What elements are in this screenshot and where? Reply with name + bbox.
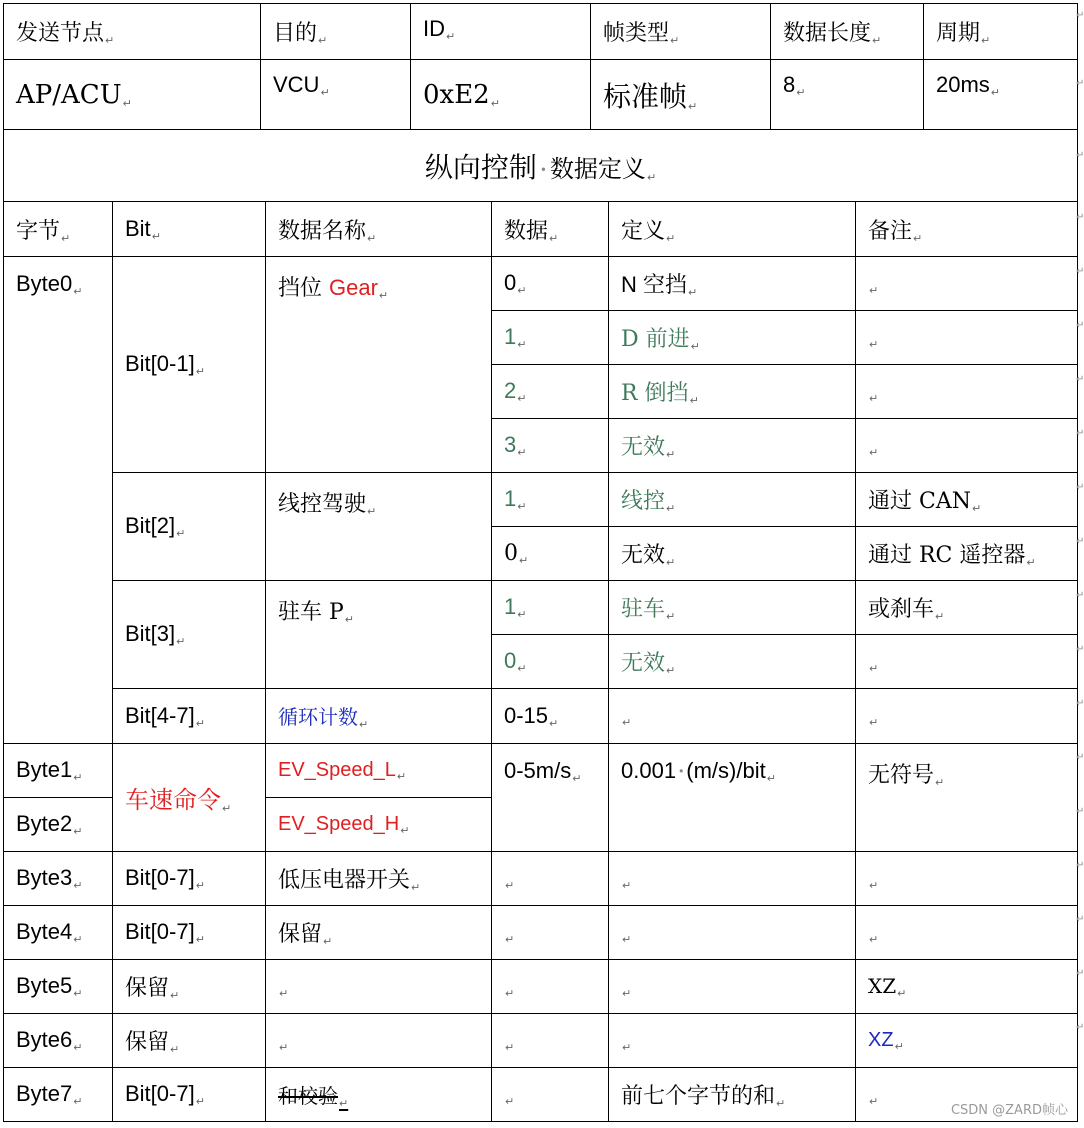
header-label-target: 目的↵ bbox=[261, 4, 411, 60]
bit-cell-counter: Bit[4-7]↵ bbox=[113, 689, 266, 744]
byte-cell: Byte4↵ bbox=[4, 906, 113, 960]
name-cell: ↵ bbox=[266, 960, 492, 1014]
column-header-data: 数据↵ bbox=[492, 202, 609, 257]
note-cell: ↵ bbox=[856, 311, 1078, 365]
def-cell: ↵ bbox=[609, 960, 856, 1014]
bit-cell: Bit[0-7]↵ bbox=[113, 852, 266, 906]
table-row bbox=[4, 744, 1078, 798]
name-cell: 低压电器开关↵ bbox=[266, 852, 492, 906]
note-cell: 通过 RC 遥控器↵ bbox=[856, 527, 1078, 581]
def-cell: 驻车↵ bbox=[609, 581, 856, 635]
note-cell: ↵ bbox=[856, 419, 1078, 473]
bit-cell: 保留↵ bbox=[113, 1014, 266, 1068]
header-value-sender: AP/ACU↵ bbox=[4, 60, 261, 130]
data-cell: 1↵ bbox=[492, 311, 609, 365]
header-value-data-length: 8↵ bbox=[771, 60, 924, 130]
note-cell: $XZ_↵$ bbox=[856, 960, 1078, 1014]
note-cell: ↵ bbox=[856, 365, 1078, 419]
bit-cell: 保留↵ bbox=[113, 960, 266, 1014]
table-row bbox=[4, 906, 1078, 960]
table-row bbox=[4, 852, 1078, 906]
bit-cell-speed-command: 车速命令↵ bbox=[113, 744, 266, 852]
data-cell: 3↵ bbox=[492, 419, 609, 473]
def-cell: 无效↵ bbox=[609, 527, 856, 581]
bit-cell: Bit[0-7]↵ bbox=[113, 906, 266, 960]
header-value-period: 20ms↵ bbox=[924, 60, 1078, 130]
bit-cell: Bit[0-7]↵ bbox=[113, 1068, 266, 1122]
def-cell: 前七个字节的和↵ bbox=[609, 1068, 856, 1122]
header-label-row bbox=[4, 4, 1078, 60]
table-row bbox=[4, 1068, 1078, 1122]
data-cell: 2↵ bbox=[492, 365, 609, 419]
name-cell-speed-low: $EV\_Speed\_L_↵$ bbox=[266, 744, 492, 798]
note-cell: ↵ bbox=[856, 1068, 1078, 1122]
column-header-name: 数据名称↵ bbox=[266, 202, 492, 257]
def-cell: ↵ bbox=[609, 906, 856, 960]
note-cell: ↵ bbox=[856, 852, 1078, 906]
def-cell: ↵ bbox=[609, 852, 856, 906]
note-cell: ↵ bbox=[856, 906, 1078, 960]
bit-cell-park: Bit[3]↵ bbox=[113, 581, 266, 689]
data-cell: 0-15↵ bbox=[492, 689, 609, 744]
bit-cell-drive: Bit[2]↵ bbox=[113, 473, 266, 581]
column-header-row bbox=[4, 202, 1078, 257]
def-cell: D 前进↵ bbox=[609, 311, 856, 365]
frame-header-table bbox=[3, 3, 1078, 202]
watermark: CSDN @ZARD帧心 bbox=[950, 1103, 1068, 1118]
data-definition-table bbox=[3, 201, 1078, 1122]
data-cell: 1↵ bbox=[492, 473, 609, 527]
data-cell: ↵ bbox=[492, 906, 609, 960]
data-cell-speed: 0-5m/s↵ bbox=[492, 744, 609, 852]
def-cell: ↵ bbox=[609, 689, 856, 744]
data-cell: ↵ bbox=[492, 1014, 609, 1068]
table-row bbox=[4, 1014, 1078, 1068]
byte-cell: Byte6↵ bbox=[4, 1014, 113, 1068]
name-cell-counter: 循环计数$_↵$ bbox=[266, 689, 492, 744]
bit-cell-gear: Bit[0-1]↵ bbox=[113, 257, 266, 473]
header-value-id: 0xE2↵ bbox=[411, 60, 591, 130]
data-cell: 0↵ bbox=[492, 527, 609, 581]
header-label-frame-type: 帧类型↵ bbox=[591, 4, 771, 60]
note-cell: 通过 CAN↵ bbox=[856, 473, 1078, 527]
def-cell: 无效↵ bbox=[609, 419, 856, 473]
right-edge-marks: ↵ ↵ ↵ ↵ ↵ ↵ ↵ ↵ ↵ ↵ ↵ ↵ ↵ ↵ ↵ ↵ ↵ ↵ ↵ bbox=[1076, 10, 1084, 1033]
header-label-data-length: 数据长度↵ bbox=[771, 4, 924, 60]
byte-cell: Byte5↵ bbox=[4, 960, 113, 1014]
name-cell-park: 驻车 P↵ bbox=[266, 581, 492, 689]
section-title: 纵向控制 • 数据定义↵ bbox=[4, 130, 1078, 202]
byte-cell: Byte7↵ bbox=[4, 1068, 113, 1122]
data-cell: ↵ bbox=[492, 960, 609, 1014]
table-row bbox=[4, 689, 1078, 744]
def-cell: R 倒挡↵ bbox=[609, 365, 856, 419]
def-cell: 无效↵ bbox=[609, 635, 856, 689]
document-sheet bbox=[3, 3, 1078, 1122]
name-cell: 保留↵ bbox=[266, 906, 492, 960]
note-cell: 或刹车↵ bbox=[856, 581, 1078, 635]
note-cell: ↵ bbox=[856, 257, 1078, 311]
note-cell: ↵ bbox=[856, 635, 1078, 689]
note-cell: $XZ_↵$ bbox=[856, 1014, 1078, 1068]
header-label-period: 周期↵ bbox=[924, 4, 1078, 60]
data-cell: 1↵ bbox=[492, 581, 609, 635]
byte-cell-byte1: Byte1↵ bbox=[4, 744, 113, 798]
header-value-row bbox=[4, 60, 1078, 130]
table-row bbox=[4, 581, 1078, 635]
data-cell: 0↵ bbox=[492, 635, 609, 689]
header-value-target: VCU↵ bbox=[261, 60, 411, 130]
table-row bbox=[4, 257, 1078, 311]
data-cell: ↵ bbox=[492, 1068, 609, 1122]
name-cell: 和校验$_↵$ bbox=[266, 1068, 492, 1122]
section-title-row bbox=[4, 130, 1078, 202]
note-cell-speed: 无符号↵ bbox=[856, 744, 1078, 852]
name-cell-gear: 挡位 Gear↵ bbox=[266, 257, 492, 473]
data-cell: ↵ bbox=[492, 852, 609, 906]
column-header-definition: 定义↵ bbox=[609, 202, 856, 257]
column-header-note: 备注↵ bbox=[856, 202, 1078, 257]
def-cell: N 空挡↵ bbox=[609, 257, 856, 311]
def-cell: 线控↵ bbox=[609, 473, 856, 527]
byte-cell-byte0: Byte0↵ bbox=[4, 257, 113, 744]
table-row bbox=[4, 473, 1078, 527]
column-header-byte: 字节↵ bbox=[4, 202, 113, 257]
def-cell: ↵ bbox=[609, 1014, 856, 1068]
def-cell-speed: 0.001 • (m/s)/bit↵ bbox=[609, 744, 856, 852]
header-value-frame-type: 标准帧↵ bbox=[591, 60, 771, 130]
byte-cell-byte2: Byte2↵ bbox=[4, 798, 113, 852]
column-header-bit: Bit↵ bbox=[113, 202, 266, 257]
name-cell: ↵ bbox=[266, 1014, 492, 1068]
note-cell: ↵ bbox=[856, 689, 1078, 744]
name-cell-speed-high: $EV\_Speed\_H_↵$ bbox=[266, 798, 492, 852]
byte-cell: Byte3↵ bbox=[4, 852, 113, 906]
name-cell-drive: 线控驾驶↵ bbox=[266, 473, 492, 581]
header-label-id: ID↵ bbox=[411, 4, 591, 60]
table-row bbox=[4, 960, 1078, 1014]
data-cell: 0↵ bbox=[492, 257, 609, 311]
header-label-sender: 发送节点↵ bbox=[4, 4, 261, 60]
